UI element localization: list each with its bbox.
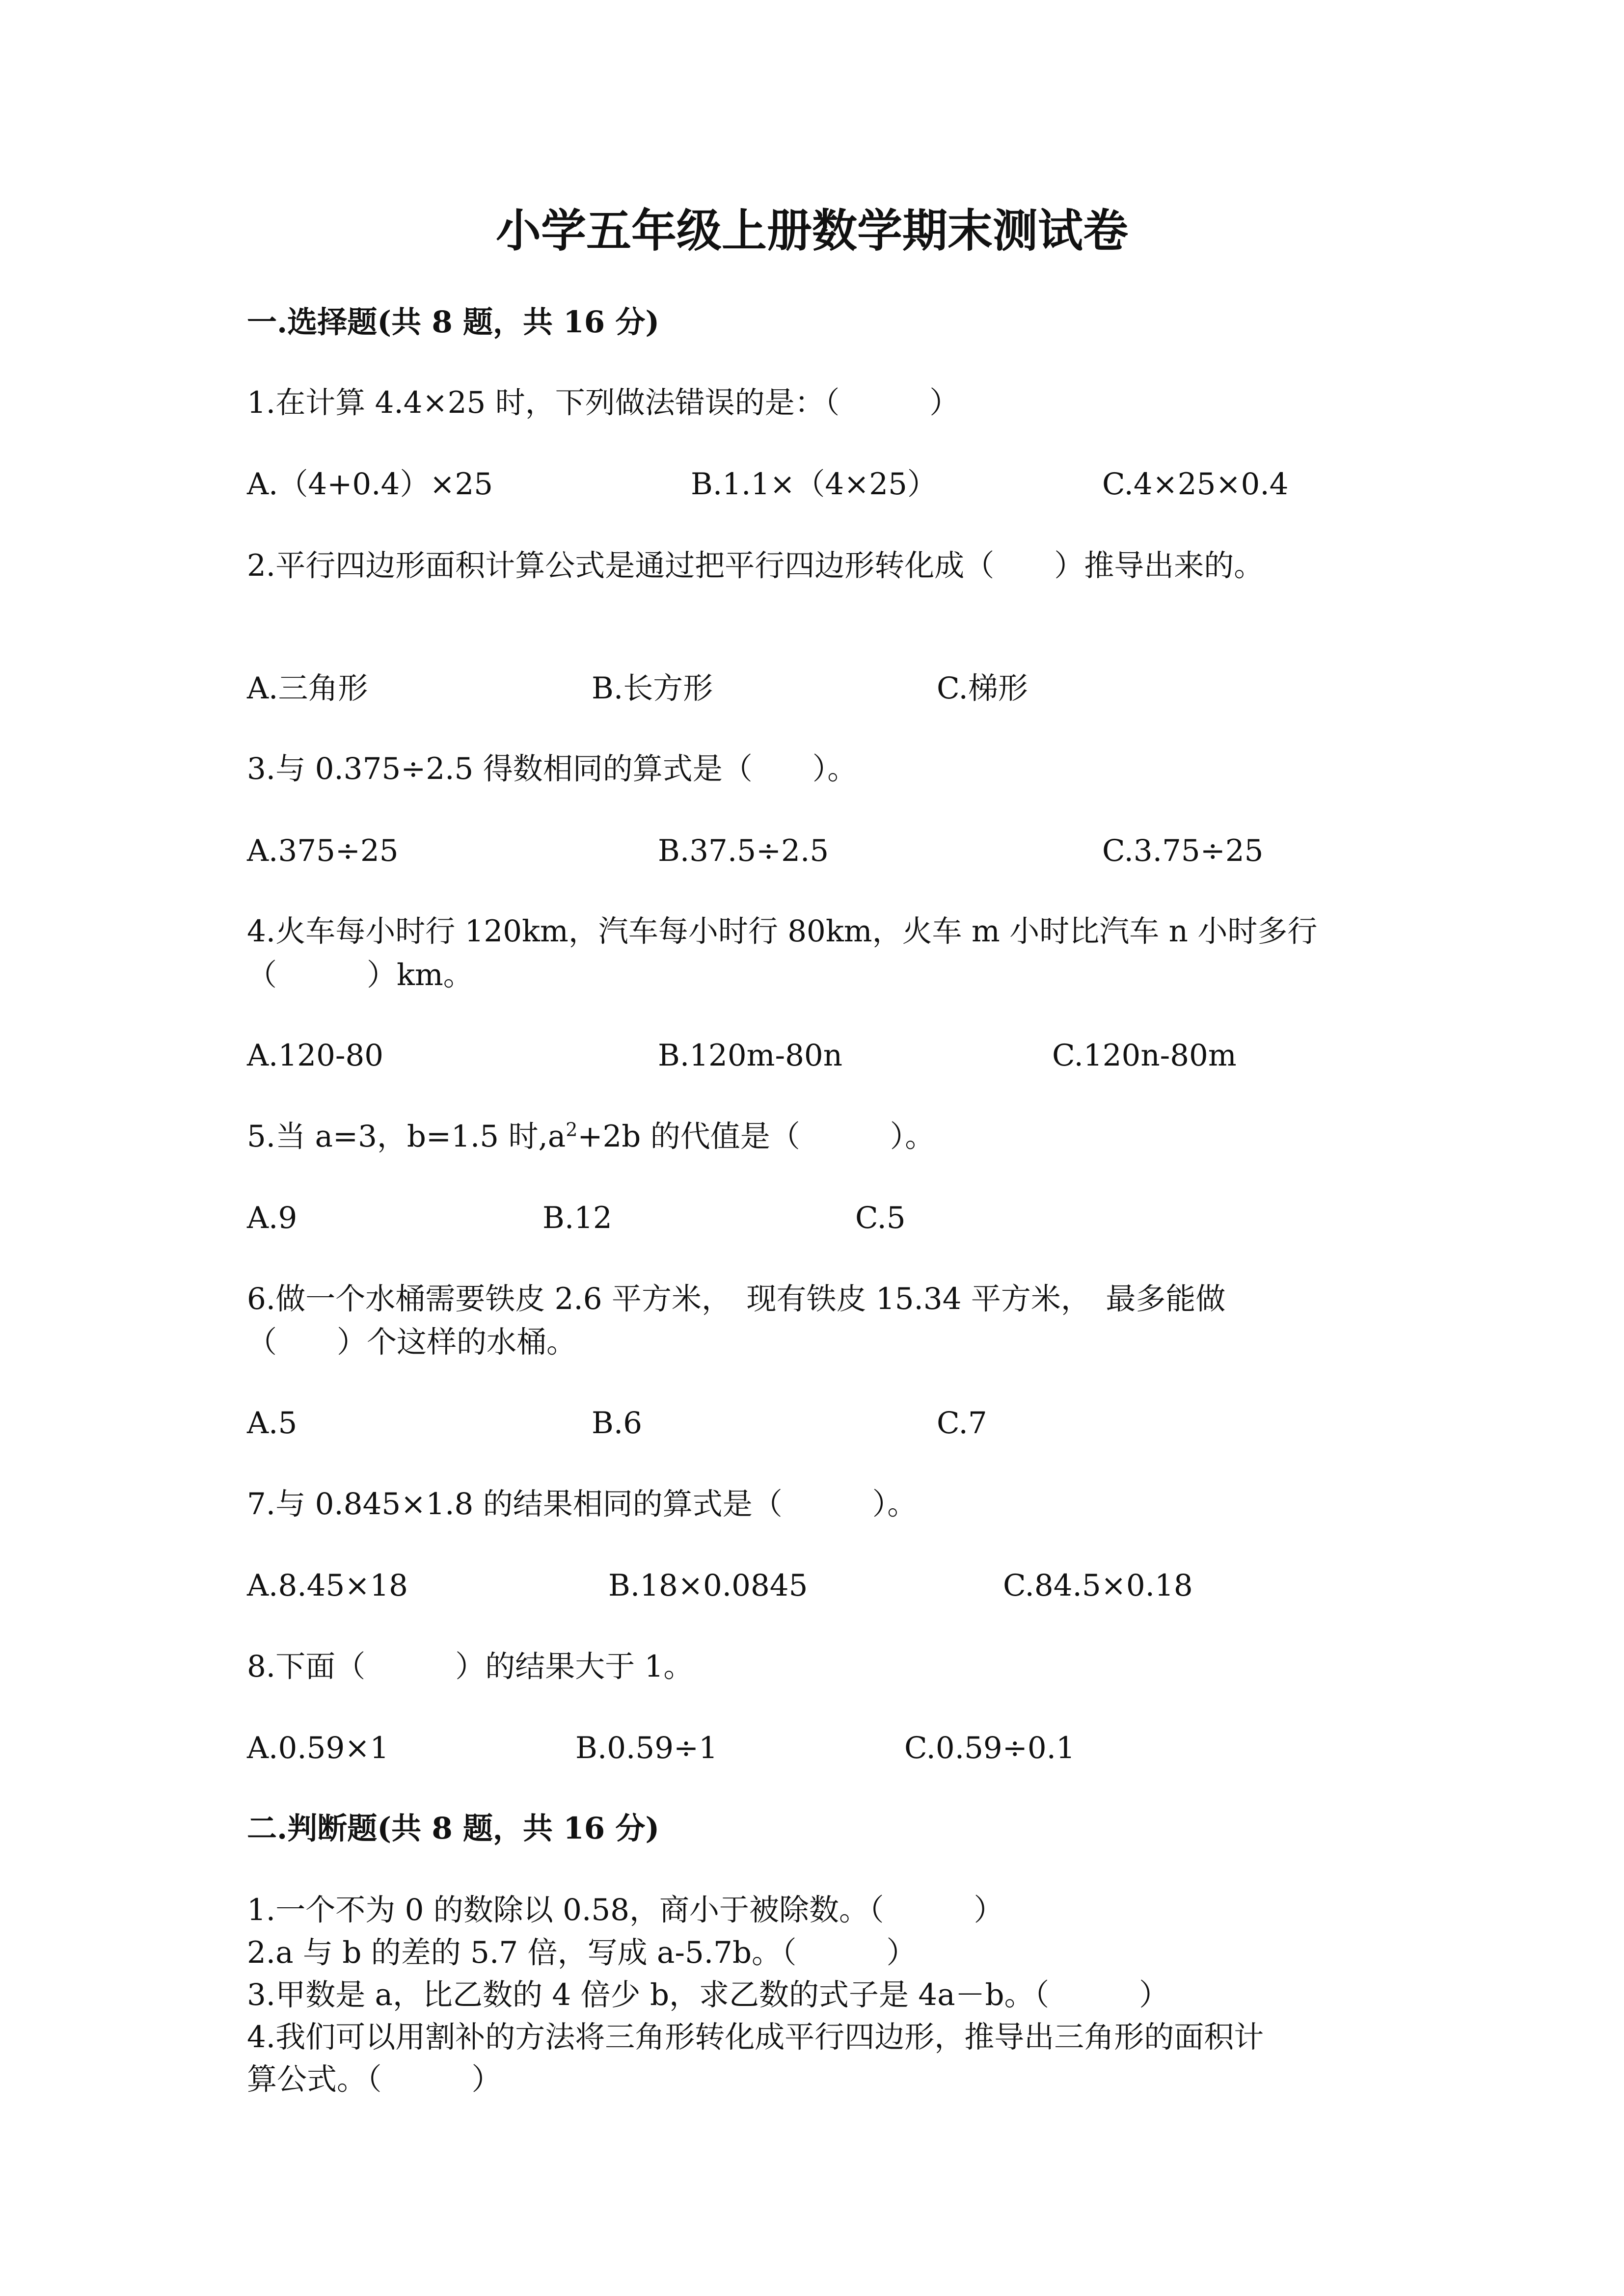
question-2: 2.平行四边形面积计算公式是通过把平行四边形转化成（ ）推导出来的。 xyxy=(247,548,1264,583)
question-6-line-2: （ ）个这样的水桶。 xyxy=(247,1325,577,1360)
q6-option-c: C.7 xyxy=(937,1406,987,1441)
judgment-item-3: 3.甲数是 a，比乙数的 4 倍少 b，求乙数的式子是 4a－b。（ ） xyxy=(247,1977,1169,2012)
q2-option-a: A.三角形 xyxy=(247,671,368,706)
question-1: 1.在计算 4.4×25 时，下列做法错误的是：（ ） xyxy=(247,385,960,420)
section-heading-choice: 一.选择题(共 8 题，共 16 分) xyxy=(247,305,660,340)
judgment-item-4-line-2: 算公式。（ ） xyxy=(247,2062,502,2097)
q7-option-c: C.84.5×0.18 xyxy=(1003,1568,1193,1603)
q5-option-a: A.9 xyxy=(247,1201,298,1235)
q5-option-c: C.5 xyxy=(855,1201,906,1235)
question-3: 3.与 0.375÷2.5 得数相同的算式是（ ）。 xyxy=(247,751,858,786)
q4-option-a: A.120-80 xyxy=(247,1038,384,1073)
question-8: 8.下面（ ）的结果大于 1。 xyxy=(247,1649,694,1684)
q5-option-b: B.12 xyxy=(542,1201,612,1235)
judgment-item-2: 2.a 与 b 的差的 5.7 倍，写成 a-5.7b。（ ） xyxy=(247,1935,917,1970)
question-4-line-2: （ ）km。 xyxy=(247,958,473,992)
q4-option-b: B.120m-80n xyxy=(658,1038,843,1073)
q3-option-c: C.3.75÷25 xyxy=(1102,833,1264,868)
question-4-line-1: 4.火车每小时行 120km，汽车每小时行 80km，火车 m 小时比汽车 n 小时多行 xyxy=(247,914,1318,949)
q5-exponent: 2 xyxy=(566,1119,578,1141)
question-7: 7.与 0.845×1.8 的结果相同的算式是（ ）。 xyxy=(247,1487,918,1522)
q6-option-a: A.5 xyxy=(247,1406,298,1441)
q3-option-a: A.375÷25 xyxy=(247,833,399,868)
q8-option-a: A.0.59×1 xyxy=(247,1731,389,1765)
section-heading-judgment: 二.判断题(共 8 题，共 16 分) xyxy=(247,1811,660,1846)
q1-option-b: B.1.1×（4×25） xyxy=(691,467,937,502)
question-5 xyxy=(247,1115,935,1159)
q2-option-b: B.长方形 xyxy=(592,671,713,706)
q8-option-c: C.0.59÷0.1 xyxy=(904,1731,1075,1765)
q1-option-c: C.4×25×0.4 xyxy=(1102,467,1289,502)
q7-option-a: A.8.45×18 xyxy=(247,1568,408,1603)
q1-option-a: A.（4+0.4）×25 xyxy=(247,467,493,502)
q3-option-b: B.37.5÷2.5 xyxy=(658,833,829,868)
q6-option-b: B.6 xyxy=(592,1406,643,1441)
q5-text-post: +2b 的代值是（ ）。 xyxy=(577,1119,935,1154)
q7-option-b: B.18×0.0845 xyxy=(608,1568,808,1603)
judgment-item-4-line-1: 4.我们可以用割补的方法将三角形转化成平行四边形，推导出三角形的面积计 xyxy=(247,2020,1264,2055)
judgment-item-1: 1.一个不为 0 的数除以 0.58，商小于被除数。（ ） xyxy=(247,1893,1004,1927)
q8-option-b: B.0.59÷1 xyxy=(575,1731,718,1765)
page-title: 小学五年级上册数学期末测试卷 xyxy=(495,204,1128,257)
question-6-line-1: 6.做一个水桶需要铁皮 2.6 平方米， 现有铁皮 15.34 平方米， 最多能做 xyxy=(247,1281,1226,1316)
q2-option-c: C.梯形 xyxy=(937,671,1028,706)
q5-text-pre: 5.当 a=3，b=1.5 时,a xyxy=(247,1119,566,1154)
q4-option-c: C.120n-80m xyxy=(1052,1038,1237,1073)
